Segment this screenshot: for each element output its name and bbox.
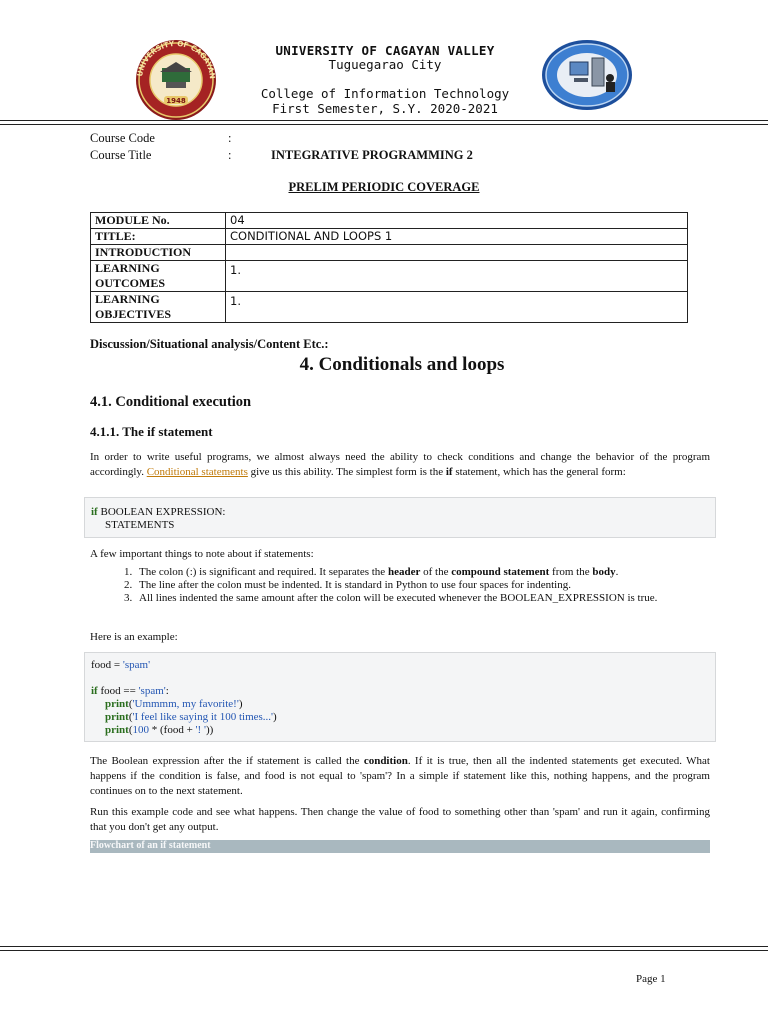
- list-item: 2. The line after the colon must be indented. It is standard in Python to use four spaces for indenting.: [135, 579, 755, 592]
- code-line: if food == 'spam':: [91, 685, 169, 697]
- code-line: print('I feel like saying it 100 times...'): [105, 711, 277, 723]
- example-intro: Here is an example:: [90, 631, 178, 643]
- code-block-example: [84, 652, 716, 742]
- table-key: INTRODUCTION: [91, 245, 226, 261]
- course-code-label: Course Code: [90, 131, 155, 145]
- table-row: [91, 245, 688, 261]
- table-row: [91, 292, 688, 323]
- code-line: print('Ummmm, my favorite!'): [105, 698, 243, 710]
- table-key: LEARNING OBJECTIVES: [91, 292, 226, 323]
- module-info-table: [90, 212, 688, 323]
- table-value: CONDITIONAL AND LOOPS 1: [226, 229, 688, 245]
- course-title-colon: :: [228, 148, 232, 162]
- table-row: [91, 261, 688, 292]
- code-line: food = 'spam': [91, 659, 151, 671]
- run-example-paragraph: Run this example code and see what happens. Then change the value of food to something other than 'spam' and run it again, confirming that you don't get any output.: [90, 806, 710, 833]
- college-name: College of Information Technology: [260, 86, 510, 101]
- code-line: STATEMENTS: [105, 519, 175, 531]
- prelim-heading: PRELIM PERIODIC COVERAGE: [288, 180, 480, 194]
- table-key: MODULE No.: [91, 213, 226, 229]
- table-row: [91, 213, 688, 229]
- university-name: UNIVERSITY OF CAGAYAN VALLEY: [275, 43, 495, 58]
- condition-paragraph: The Boolean expression after the if statement is called the condition. If it is true, then all the indented statements get executed. What happens if the condition is false, and food is not equal to 'spam'? In a simple if statement like this, nothing happens, and the program continues on to the next statement.: [90, 755, 710, 797]
- header-rule-thick: [0, 120, 768, 121]
- table-key: LEARNING OUTCOMES: [91, 261, 226, 292]
- section-heading: 4.1. Conditional execution: [90, 394, 252, 410]
- conditional-statements-link[interactable]: Conditional statements: [146, 466, 248, 478]
- table-value: [226, 245, 688, 261]
- seal-text: UNIVERSITY OF CAGAYAN: [135, 38, 218, 80]
- page-number: Page 1: [636, 973, 666, 985]
- footer-rule: [0, 946, 768, 947]
- main-heading: 4. Conditionals and loops: [299, 354, 505, 375]
- city-name: Tuguegarao City: [328, 57, 442, 72]
- table-value: 1.: [226, 261, 688, 292]
- footer-rule: [0, 950, 768, 951]
- code-line: BOOLEAN EXPRESSION:: [97, 506, 226, 518]
- college-it-logo: [540, 38, 634, 112]
- table-row: [91, 229, 688, 245]
- table-value: 04: [226, 213, 688, 229]
- semester-label: First Semester, S.Y. 2020-2021: [272, 101, 498, 116]
- course-title-label: Course Title: [90, 148, 152, 162]
- course-code-colon: :: [228, 131, 232, 145]
- svg-text:1948: 1948: [166, 97, 186, 105]
- intro-paragraph: In order to write useful programs, we almost always need the ability to check conditions and change the behavior of the program accordingly. Conditional statements give us this ability. The simplest form is the if statement, which has the general form:: [90, 451, 710, 478]
- list-item: 1. The colon (:) is significant and required. It separates the header of the compound statement from the body.: [135, 566, 755, 579]
- table-key: TITLE:: [91, 229, 226, 245]
- flowchart-caption-bar: Flowchart of an if statement: [90, 840, 710, 853]
- discussion-label: Discussion/Situational analysis/Content Etc.:: [90, 337, 329, 351]
- table-value: 1.: [226, 292, 688, 323]
- notes-list: [90, 566, 755, 605]
- notes-intro: A few important things to note about if statements:: [90, 548, 314, 560]
- subsection-heading: 4.1.1. The if statement: [90, 424, 213, 439]
- code-block-if-form: [84, 497, 716, 538]
- code-keyword: if: [91, 506, 98, 518]
- code-line: print(100 * (food + '! ')): [105, 724, 214, 736]
- list-item: 3. All lines indented the same amount after the colon will be executed whenever the BOOLEAN_EXPRESSION is true.: [135, 592, 755, 605]
- course-title-value: INTEGRATIVE PROGRAMMING 2: [271, 148, 473, 162]
- university-seal-logo: [120, 38, 232, 122]
- header-rule-thin: [0, 124, 768, 125]
